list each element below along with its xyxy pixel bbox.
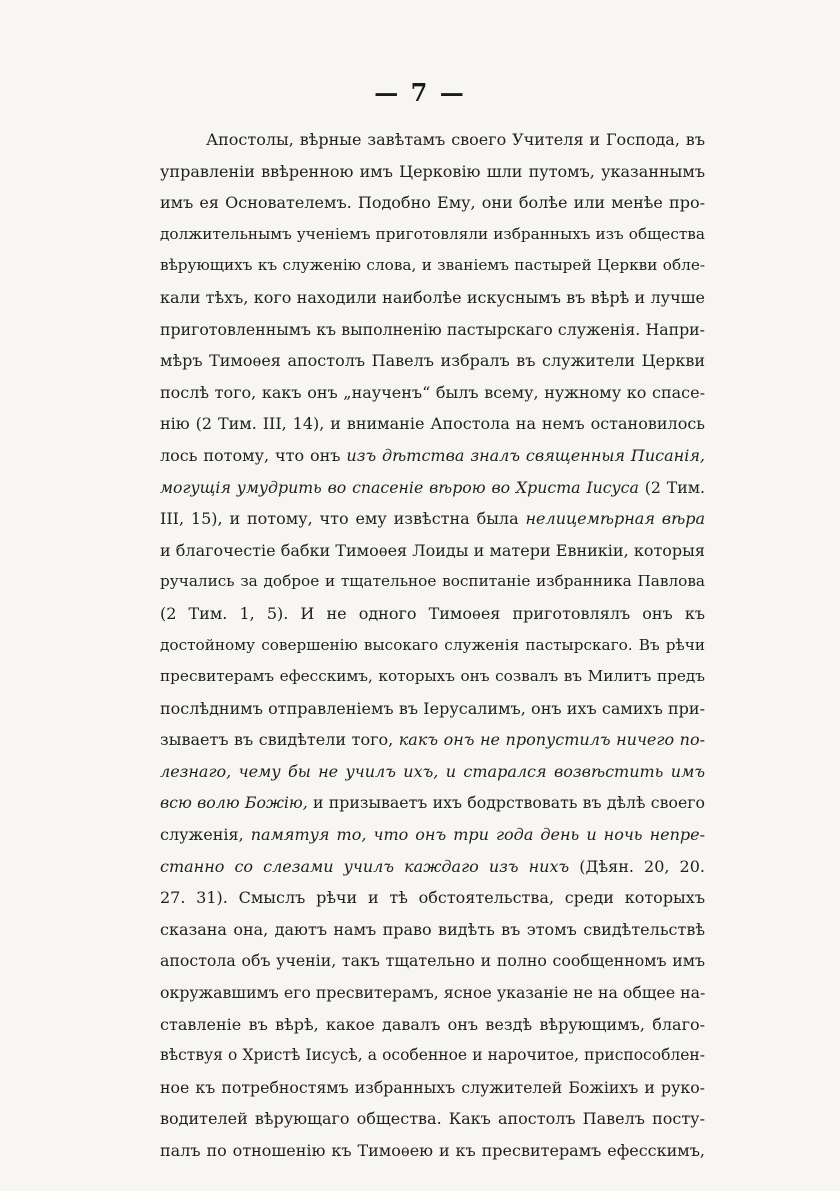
text-line xyxy=(160,566,705,598)
text-line xyxy=(160,724,705,756)
text-line xyxy=(160,408,705,440)
text-line xyxy=(160,598,705,630)
text-run: (Дѣян. 20, 20. xyxy=(569,856,705,876)
italic-text: изъ дѣтства зналъ священныя Писанія, xyxy=(346,445,705,465)
text-line xyxy=(160,787,705,819)
text-run: мѣръ Тимоѳея апостолъ Павелъ избралъ въ служители Церкви xyxy=(160,351,705,371)
text-run: и благочестіе бабки Тимоѳея Лоиды и матери Евникіи, которыя xyxy=(160,540,705,560)
text-run: 27. 31). Смыслъ рѣчи и тѣ обстоятельства, среди которыхъ xyxy=(160,888,705,908)
italic-text: памятуя то, что онъ три года день и ночь непре- xyxy=(250,825,705,845)
text-line xyxy=(160,282,705,314)
text-run: III, 15), и потому, что ему извѣстна была xyxy=(160,509,526,529)
italic-text: станно со слезами училъ каждаго изъ нихъ xyxy=(160,856,570,876)
text-run: ставленіе въ вѣрѣ, какое давалъ онъ вездѣ вѣрующимъ, благо- xyxy=(160,1014,705,1034)
text-line xyxy=(160,345,705,377)
text-run: послѣднимъ отправленіемъ въ Іерусалимъ, онъ ихъ самихъ при- xyxy=(160,698,705,718)
text-run: ручались за доброе и тщательное воспитаніе избранника Павлова xyxy=(160,572,705,591)
italic-text: нелицемѣрная вѣра xyxy=(525,509,705,529)
text-run: вѣствуя о Христѣ Іисусѣ, а особенное и нарочитое, приспособлен- xyxy=(160,1046,705,1065)
text-line xyxy=(160,851,705,883)
text-line xyxy=(160,1135,705,1167)
italic-text: какъ онъ не пропустилъ ничего по- xyxy=(398,730,706,750)
text-run: достойному совершенію высокаго служенія пастырскаго. Въ рѣчи xyxy=(160,635,705,654)
text-line xyxy=(160,250,705,282)
text-line xyxy=(160,1072,705,1104)
text-line xyxy=(160,503,705,535)
text-line xyxy=(160,440,705,472)
italic-text: лезнаго, чему бы не училъ ихъ, и старался возвѣстить имъ xyxy=(160,761,705,781)
text-run: сказана она, даютъ намъ право видѣть въ этомъ свидѣтельствѣ xyxy=(160,919,705,939)
text-line xyxy=(160,693,705,725)
text-line xyxy=(160,630,705,662)
text-run: имъ ея Основателемъ. Подобно Ему, они болѣе или менѣе про- xyxy=(160,193,705,213)
text-run: послѣ того, какъ онъ „наученъ“ былъ всему, нужному ко спасе- xyxy=(160,382,705,402)
text-line xyxy=(160,661,705,693)
text-run: ное къ потребностямъ избранныхъ служителей Божіихъ и руко- xyxy=(160,1077,705,1097)
text-run: (2 Тим. xyxy=(638,477,705,497)
text-run: и призываетъ ихъ бодрствовать въ дѣлѣ своего xyxy=(307,793,706,813)
text-run: приготовленнымъ къ выполненію пастырскаго служенія. Напри- xyxy=(160,319,705,339)
text-run: Апостолы, вѣрные завѣтамъ своего Учителя и Господа, въ xyxy=(206,130,705,149)
text-line xyxy=(160,756,705,788)
text-run: кали тѣхъ, кого находили наиболѣе искуснымъ въ вѣрѣ и лучше xyxy=(160,287,705,307)
text-line xyxy=(160,1103,705,1135)
text-run: водителей вѣрующаго общества. Какъ апостолъ Павелъ посту- xyxy=(160,1109,705,1129)
italic-text: всю волю Божію, xyxy=(160,793,308,813)
text-run: управленіи ввѣренною имъ Церковію шли путомъ, указаннымъ xyxy=(160,161,705,181)
text-line xyxy=(160,124,705,156)
text-run: окружавшимъ его пресвитерамъ, ясное указаніе не на общее на- xyxy=(160,983,706,1003)
italic-text: могущія умудрить во спасеніе вѣрою во Христа Іисуса xyxy=(160,477,639,497)
text-run: вѣрующихъ къ служенію слова, и званіемъ пастырей Церкви обле- xyxy=(160,256,705,275)
text-run: лось потому, что онъ xyxy=(160,445,347,465)
text-line xyxy=(160,882,705,914)
text-line xyxy=(160,945,705,977)
text-run: апостола объ ученіи, такъ тщательно и полно сообщенномъ имъ xyxy=(160,951,705,971)
text-run: служенія, xyxy=(160,825,251,845)
text-run: зываетъ въ свидѣтели того, xyxy=(160,730,399,750)
text-line xyxy=(160,819,705,851)
text-run: нію (2 Тим. III, 14), и вниманіе Апостола на немъ остановилось xyxy=(160,414,705,434)
text-run: палъ по отношенію къ Тимоѳею и къ пресвитерамъ ефесскимъ, xyxy=(160,1141,705,1160)
text-line xyxy=(160,377,705,409)
text-line xyxy=(160,156,705,188)
page-number: — 7 — xyxy=(374,78,466,107)
text-line xyxy=(160,187,705,219)
text-run: должительнымъ ученіемъ приготовляли избранныхъ изъ общества xyxy=(160,224,705,243)
text-run: (2 Тим. 1, 5). И не одного Тимоѳея приготовлялъ онъ къ xyxy=(160,603,705,623)
text-line xyxy=(160,977,705,1009)
text-run: пресвитерамъ ефесскимъ, которыхъ онъ созвалъ въ Милитъ предъ xyxy=(160,667,705,686)
body-text xyxy=(160,124,705,1167)
text-line xyxy=(160,1040,705,1072)
text-line xyxy=(160,535,705,567)
text-line xyxy=(160,314,705,346)
text-line xyxy=(160,914,705,946)
text-line xyxy=(160,219,705,251)
text-line xyxy=(160,472,705,504)
text-line xyxy=(160,1009,705,1041)
